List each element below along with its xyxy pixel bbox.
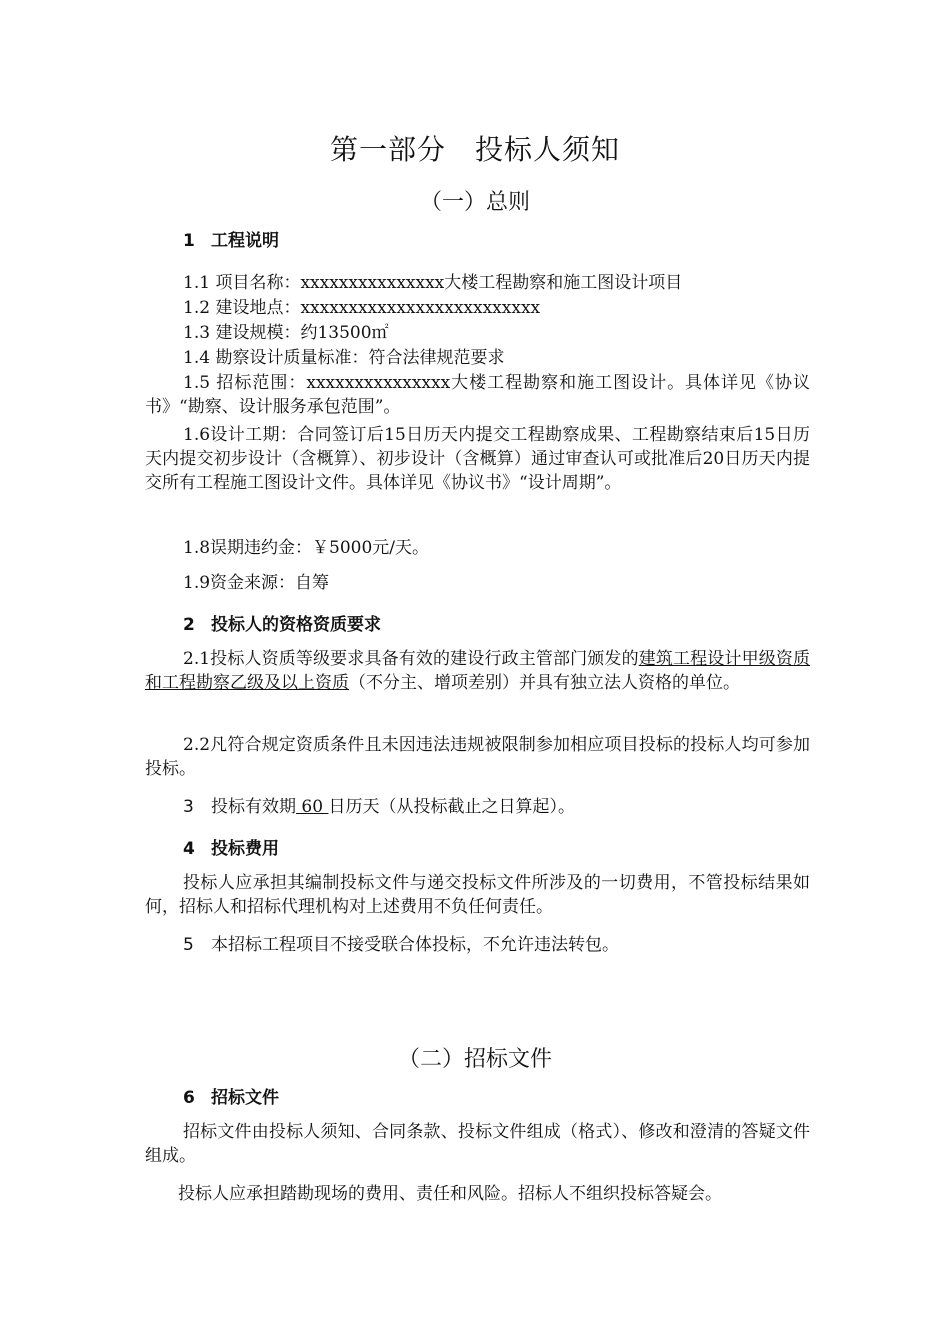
item-1-3: 1.3 建设规模：约13500㎡ <box>183 323 389 343</box>
validity-days: 60 <box>296 797 329 817</box>
item-1-6: 1.6设计工期：合同签订后15日历天内提交工程勘察成果、工程勘察结束后15日历天内提交初步设计（含概算）、初步设计（含概算）通过审查认可或批准后20日历天内提交所有工程施工图设计文件。具体详见《协议书》“设计周期”。 <box>145 425 810 493</box>
heading-number: 6 <box>183 1088 195 1108</box>
heading-qualification <box>183 610 381 635</box>
page-title: 第一部分 投标人须知 <box>329 133 620 166</box>
item-3-validity <box>183 795 575 819</box>
paragraph-6b: 投标人应承担踏勘现场的费用、责任和风险。招标人不组织投标答疑会。 <box>178 1184 722 1204</box>
item-number: 5 <box>183 935 194 955</box>
paragraph-2-2: 2.2凡符合规定资质条件且未因违法违规被限制参加相应项目投标的投标人均可参加投标。 <box>145 735 810 779</box>
heading-project-description <box>183 226 279 251</box>
heading-number: 2 <box>183 615 195 635</box>
heading-tender-documents <box>183 1083 279 1108</box>
paragraph-4: 投标人应承担其编制投标文件与递交投标文件所涉及的一切费用，不管投标结果如何，招标人和招标代理机构对上述费用不负任何责任。 <box>145 873 810 917</box>
item-text: 日历天（从投标截止之日算起）。 <box>328 797 575 817</box>
heading-text: 招标文件 <box>211 1088 279 1108</box>
heading-text: 投标人的资格资质要求 <box>211 615 381 635</box>
paragraph-text: 2.1投标人资质等级要求具备有效的建设行政主管部门颁发的 <box>183 649 639 669</box>
qualification-requirement: 建筑工程设计甲级资质和工程勘察乙级及以上资质 <box>145 649 810 693</box>
heading-bid-cost <box>183 834 279 859</box>
heading-text: 投标费用 <box>211 839 279 859</box>
section-title-general: （一）总则 <box>419 190 530 215</box>
item-1-4: 1.4 勘察设计质量标准：符合法律规范要求 <box>183 348 505 368</box>
paragraph-text: （不分主、增项差别）并具有独立法人资格的单位。 <box>349 673 740 693</box>
item-text: 投标有效期 <box>211 797 296 817</box>
item-text: 本招标工程项目不接受联合体投标，不允许违法转包。 <box>211 935 619 955</box>
item-number: 3 <box>183 797 194 817</box>
paragraph-2-1 <box>145 647 810 695</box>
heading-number: 4 <box>183 839 195 859</box>
item-1-5: 1.5 招标范围：xxxxxxxxxxxxxxx大楼工程勘察和施工图设计。具体详见《协议书》“勘察、设计服务承包范围”。 <box>145 373 810 417</box>
item-1-2: 1.2 建设地点：xxxxxxxxxxxxxxxxxxxxxxxxx <box>183 298 541 318</box>
section-title-tender-docs: （二）招标文件 <box>397 1047 552 1072</box>
item-1-9: 1.9资金来源：自筹 <box>183 573 330 593</box>
paragraph-6a: 招标文件由投标人须知、合同条款、投标文件组成（格式）、修改和澄清的答疑文件组成。 <box>145 1122 810 1166</box>
heading-text: 工程说明 <box>211 231 279 251</box>
item-1-1: 1.1 项目名称：xxxxxxxxxxxxxxx大楼工程勘察和施工图设计项目 <box>183 273 683 293</box>
heading-number: 1 <box>183 231 195 251</box>
item-5-consortium <box>183 933 619 957</box>
item-1-8: 1.8误期违约金：￥5000元/天。 <box>183 538 430 558</box>
